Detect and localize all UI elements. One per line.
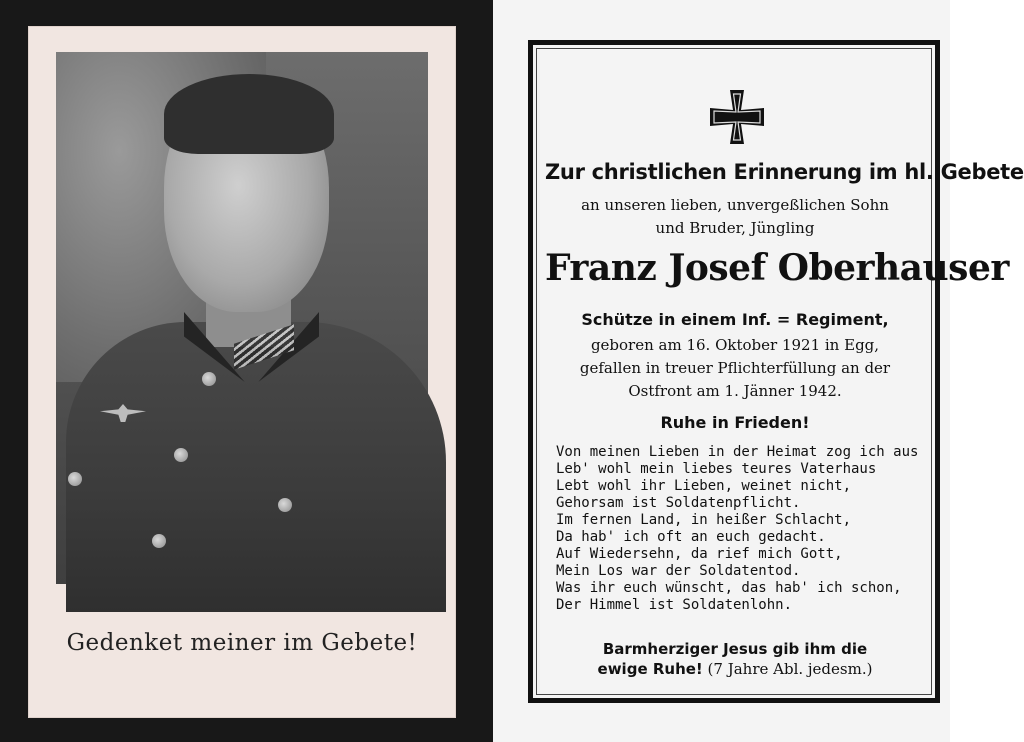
poem-line: Leb' wohl mein liebes teures Vaterhaus [556,461,877,477]
uniform-button [68,472,82,486]
photo-caption: Gedenket meiner im Gebete! [66,630,418,656]
prayer-line-1: Barmherziger Jesus gib ihm die [602,640,868,658]
memorial-poem [556,444,926,614]
poem-line: Von meinen Lieben in der Heimat zog ich aus [556,444,919,460]
prayer-line-2 [545,660,925,678]
poem-line: Gehorsam ist Soldatenpflicht. [556,495,801,511]
bio-line-3: Ostfront am 1. Jänner 1942. [628,382,842,400]
poem-line: Der Himmel ist Soldatenlohn. [556,597,793,613]
subheading-line-2: und Bruder, Jüngling [655,219,815,237]
prayer-line-2-rest: (7 Jahre Abl. jedesm.) [702,660,873,678]
prayer-line-2-bold: ewige Ruhe! [597,660,703,678]
bio-line-1: geboren am 16. Oktober 1921 in Egg, [590,336,880,354]
subheading-line-1: an unseren lieben, unvergeßlichen Sohn [581,196,889,214]
poem-line: Mein Los war der Soldatentod. [556,563,801,579]
iron-cross-icon [708,88,766,146]
memorial-heading: Zur christlichen Erinnerung im hl. Gebete [545,160,1024,184]
poem-line: Auf Wiedersehn, da rief mich Gott, [556,546,843,562]
uniform-button [152,534,166,548]
rest-in-peace: Ruhe in Frieden! [660,413,810,432]
uniform-button [278,498,292,512]
uniform-button [202,372,216,386]
soldier-photo [56,52,428,584]
poem-line: Lebt wohl ihr Lieben, weinet nicht, [556,478,852,494]
poem-line: Da hab' ich oft an euch gedacht. [556,529,826,545]
hair [164,74,334,154]
poem-line: Im fernen Land, in heißer Schlacht, [556,512,852,528]
bio-line-2: gefallen in treuer Pflichterfüllung an der [579,359,891,377]
poem-line: Was ihr euch wünscht, das hab' ich schon, [556,580,902,596]
military-rank: Schütze in einem Inf. = Regiment, [581,310,889,329]
deceased-name: Franz Josef Oberhauser [545,247,1009,289]
uniform-tunic [66,322,446,612]
uniform-button [174,448,188,462]
